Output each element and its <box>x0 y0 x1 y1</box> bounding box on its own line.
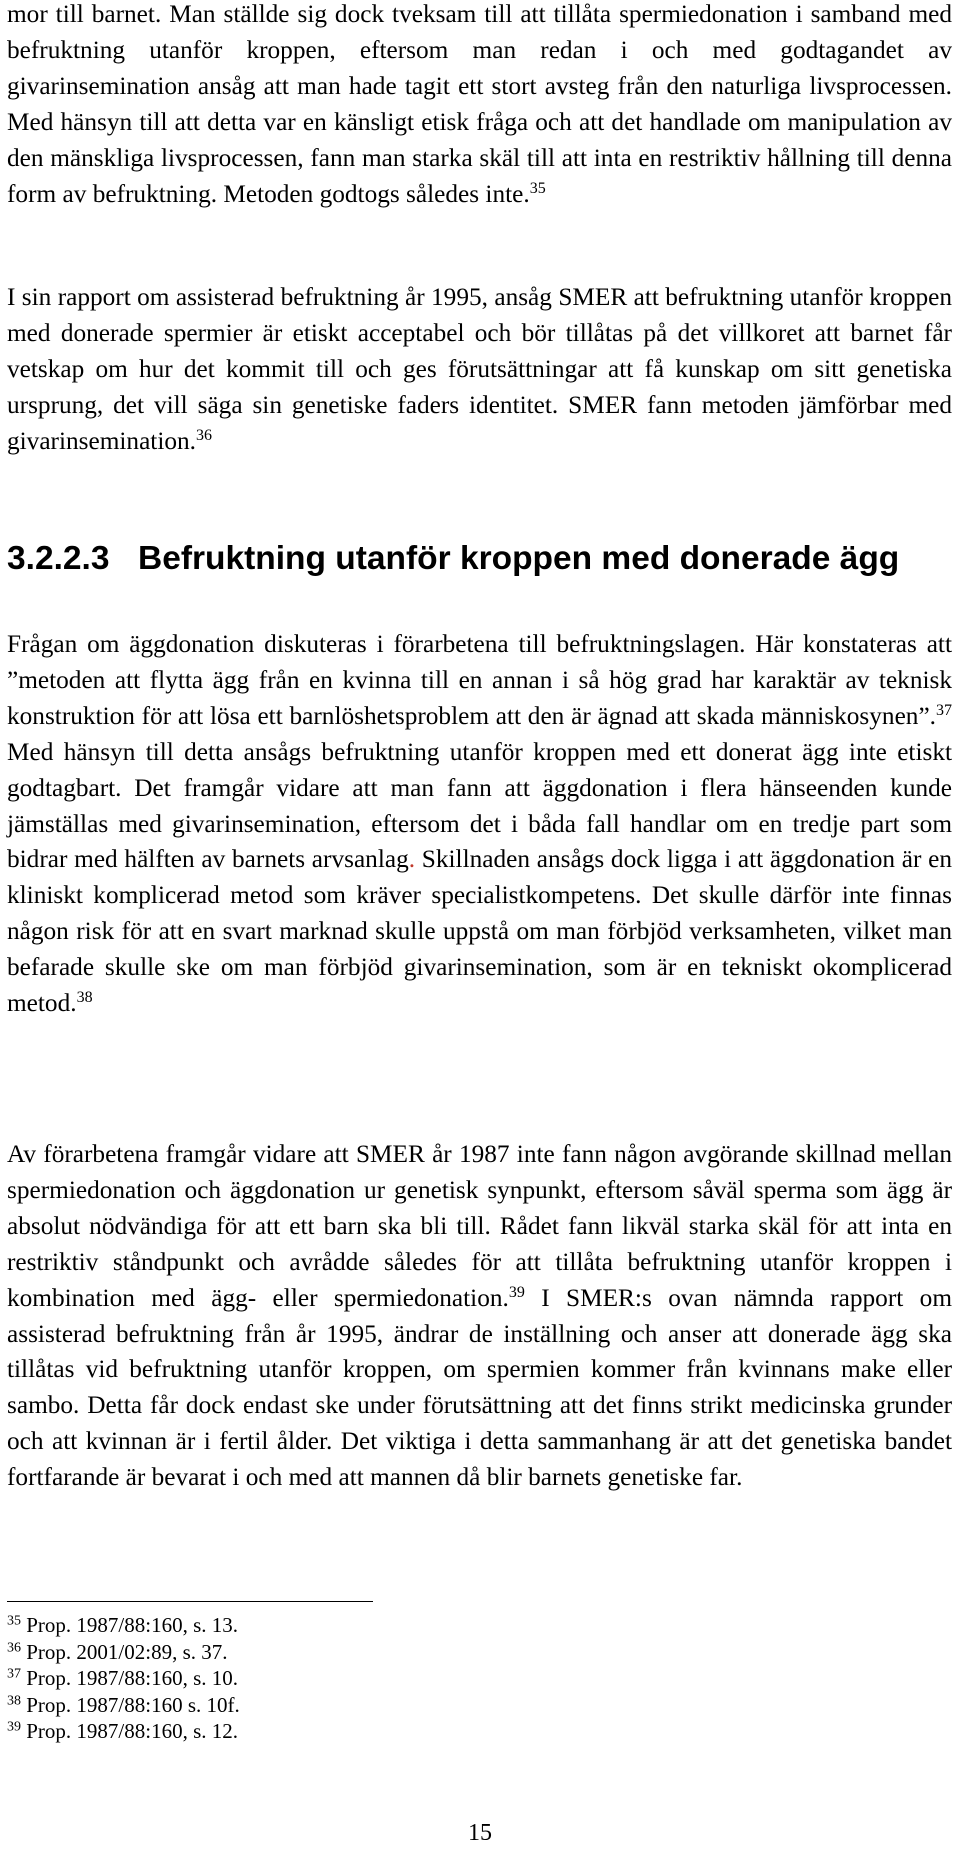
section-title: Befruktning utanför kroppen med donerade ägg <box>138 540 900 577</box>
footnote-separator <box>7 1601 373 1602</box>
paragraph-text: Av förarbetena framgår vidare att SMER år 1987 inte fann någon avgörande skillnad mellan spermiedonation och äggdonation ur genetisk synpunkt, eftersom såväl sperma som ägg är absolut nödvändiga för att ett barn ska bli till. Rådet fann likväl starka skäl för att inta en restriktiv ståndpunkt och avrådde således för att tillåta befruktning utanför kroppen i kombination med ägg- eller spermiedonation. <box>7 1140 952 1312</box>
footnote-text: Prop. 1987/88:160, s. 13. <box>26 1613 239 1637</box>
footnote-number: 37 <box>7 1666 21 1682</box>
paragraph-text: I sin rapport om assisterad befruktning år 1995, ansåg SMER att befruktning utanför kroppen med donerade spermier är etiskt acceptabel och bör tillåtas på det villkoret att barnet får vetskap om hur det kommit till och ges förutsättningar att få kunskap om sitt genetiska ursprung, det vill säga sin genetiske faders identitet. SMER fann metoden jämförbar med givarinsemination. <box>7 283 952 455</box>
paragraph-text: Med hänsyn till detta ansågs befruktning utanför kroppen med ett donerat ägg inte etiskt godtagbart. Det framgår vidare att man fann att äggdonation i flera hänseenden kunde jämställas med givarinsemination, eftersom det i båda fall handlar om en tredje part som bidrar med hälften av barnets arvsanlag <box>7 737 952 874</box>
footnotes <box>7 1612 607 1745</box>
footnote-reference[interactable]: 36 <box>196 426 212 444</box>
paragraph-text: I SMER:s ovan nämnda rapport om assisterad befruktning från år 1995, ändrar de inställning och anser att donerade ägg ska tillåtas vid befruktning utanför kroppen, om spermien kommer från kvinnans make eller sambo. Detta får dock endast ske under förutsättning att det finns strikt medicinska grunder och att kvinnan är i fertil ålder. Det viktiga i detta sammanhang är att det genetiska bandet fortfarande är bevarat i och med att mannen då blir barnets genetiske far. <box>7 1283 952 1492</box>
paragraph-text: Frågan om äggdonation diskuteras i förarbetena till befruktningslagen. Här konstateras att ”metoden att flytta ägg från en kvinna till en annan i så hög grad har karaktär av teknisk konstruktion för att lösa ett barnlöshetsproblem att den är ägnad att skada människosynen”. <box>7 630 952 730</box>
paragraph-text: mor till barnet. Man ställde sig dock tveksam till att tillåta spermiedonation i samband med befruktning utanför kroppen, eftersom man redan i och med godtagandet av givarinsemination ansåg att man hade tagit ett stort avsteg från den naturliga livsprocessen. Med hänsyn till att detta var en känsligt etisk fråga och att det handlade om manipulation av den mänskliga livsprocessen, fann man starka skäl till att inta en restriktiv hållning till denna form av befruktning. Metoden godtogs således inte. <box>7 0 952 208</box>
paragraph <box>7 1137 952 1496</box>
footnote <box>7 1665 607 1692</box>
footnote-reference[interactable]: 38 <box>76 989 93 1007</box>
footnote-text: Prop. 1987/88:160, s. 10. <box>26 1666 239 1690</box>
footnote <box>7 1612 607 1639</box>
footnote-number: 35 <box>7 1613 21 1629</box>
footnote-reference[interactable]: 39 <box>508 1283 525 1301</box>
footnote-text: Prop. 1987/88:160, s. 12. <box>26 1719 239 1743</box>
section-number: 3.2.2.3 <box>7 540 110 577</box>
section-heading <box>7 539 952 579</box>
page-number: 15 <box>468 1820 492 1846</box>
paragraph <box>7 0 952 212</box>
footnote <box>7 1639 607 1666</box>
footnote-reference[interactable]: 37 <box>936 702 952 720</box>
footnote-text: Prop. 1987/88:160 s. 10f. <box>26 1692 240 1717</box>
footnote <box>7 1692 607 1719</box>
paragraph-text: Skillnaden ansågs dock ligga i att äggdonation är en kliniskt komplicerad metod som kräver specialistkompetens. Det skulle därför inte finnas någon risk för att en svart marknad skulle uppstå om man förbjöd verksamheten, vilket man befarade skulle ske om man förbjöd givarinsemination, som är en tekniskt okomplicerad metod. <box>7 845 952 1018</box>
footnote-number: 38 <box>7 1692 21 1708</box>
highlighted-period: . <box>408 845 416 874</box>
footnote-text: Prop. 2001/02:89, s. 37. <box>26 1639 228 1664</box>
footnote-number: 39 <box>7 1719 21 1735</box>
footnote-number: 36 <box>7 1639 21 1655</box>
footnote <box>7 1718 607 1745</box>
footnote-reference[interactable]: 35 <box>529 179 546 197</box>
paragraph <box>7 627 952 1022</box>
paragraph <box>7 280 952 460</box>
